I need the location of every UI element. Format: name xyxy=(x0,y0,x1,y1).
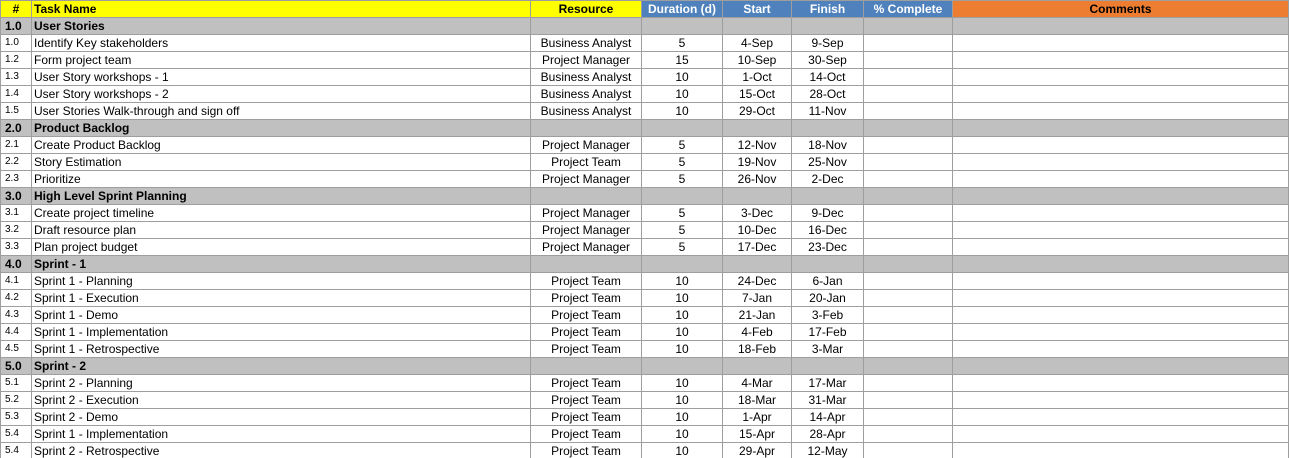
comments-cell[interactable] xyxy=(953,443,1289,458)
row-number-cell[interactable]: 4.0 xyxy=(1,256,32,273)
resource-cell[interactable]: Project Team xyxy=(531,443,642,458)
percent-complete-cell[interactable] xyxy=(864,409,953,426)
resource-cell[interactable]: Business Analyst xyxy=(531,35,642,52)
comments-cell[interactable] xyxy=(953,86,1289,103)
task-name-cell[interactable]: High Level Sprint Planning xyxy=(32,188,531,205)
start-cell[interactable] xyxy=(723,120,792,137)
duration-cell[interactable]: 10 xyxy=(642,409,723,426)
percent-complete-cell[interactable] xyxy=(864,52,953,69)
finish-cell[interactable]: 14-Apr xyxy=(792,409,864,426)
table-row xyxy=(1,205,1289,222)
duration-cell[interactable] xyxy=(642,256,723,273)
table-row xyxy=(1,69,1289,86)
task-name-cell[interactable]: User Stories Walk-through and sign off xyxy=(32,103,531,120)
comments-cell[interactable] xyxy=(953,426,1289,443)
start-cell[interactable] xyxy=(723,358,792,375)
table-row xyxy=(1,35,1289,52)
task-name-cell[interactable]: Sprint 1 - Implementation xyxy=(32,426,531,443)
task-name-cell[interactable]: Identify Key stakeholders xyxy=(32,35,531,52)
row-number-cell[interactable]: 5.3 xyxy=(1,409,32,426)
percent-complete-cell[interactable] xyxy=(864,307,953,324)
percent-complete-cell[interactable] xyxy=(864,137,953,154)
finish-cell[interactable] xyxy=(792,188,864,205)
row-number-cell[interactable]: 1.0 xyxy=(1,35,32,52)
finish-cell[interactable]: 2-Dec xyxy=(792,171,864,188)
duration-cell[interactable]: 10 xyxy=(642,426,723,443)
resource-cell[interactable]: Project Team xyxy=(531,392,642,409)
resource-cell[interactable]: Project Team xyxy=(531,409,642,426)
resource-cell[interactable]: Business Analyst xyxy=(531,86,642,103)
resource-cell[interactable]: Project Team xyxy=(531,290,642,307)
start-cell[interactable]: 19-Nov xyxy=(723,154,792,171)
resource-cell[interactable]: Project Team xyxy=(531,426,642,443)
start-cell[interactable]: 4-Sep xyxy=(723,35,792,52)
duration-cell[interactable] xyxy=(642,358,723,375)
comments-cell[interactable] xyxy=(953,290,1289,307)
table-row xyxy=(1,426,1289,443)
comments-cell[interactable] xyxy=(953,171,1289,188)
task-name-cell[interactable]: Form project team xyxy=(32,52,531,69)
percent-complete-cell[interactable] xyxy=(864,103,953,120)
header-percent-complete[interactable]: % Complete xyxy=(864,1,953,18)
table-row xyxy=(1,154,1289,171)
duration-cell[interactable]: 5 xyxy=(642,222,723,239)
row-number-cell[interactable]: 5.0 xyxy=(1,358,32,375)
resource-cell[interactable]: Business Analyst xyxy=(531,103,642,120)
comments-cell[interactable] xyxy=(953,358,1289,375)
duration-cell[interactable]: 10 xyxy=(642,290,723,307)
row-number-cell[interactable]: 5.2 xyxy=(1,392,32,409)
table-row xyxy=(1,103,1289,120)
task-name-cell[interactable]: Sprint 1 - Retrospective xyxy=(32,341,531,358)
start-cell[interactable]: 29-Oct xyxy=(723,103,792,120)
task-name-cell[interactable]: Sprint 1 - Implementation xyxy=(32,324,531,341)
header-num[interactable]: # xyxy=(1,1,32,18)
start-cell[interactable] xyxy=(723,188,792,205)
percent-complete-cell[interactable] xyxy=(864,256,953,273)
duration-cell[interactable] xyxy=(642,18,723,35)
table-row xyxy=(1,239,1289,256)
comments-cell[interactable] xyxy=(953,239,1289,256)
header-resource[interactable]: Resource xyxy=(531,1,642,18)
resource-cell[interactable] xyxy=(531,188,642,205)
task-name-cell[interactable]: Product Backlog xyxy=(32,120,531,137)
row-number-cell[interactable]: 1.4 xyxy=(1,86,32,103)
start-cell[interactable]: 15-Oct xyxy=(723,86,792,103)
finish-cell[interactable]: 16-Dec xyxy=(792,222,864,239)
start-cell[interactable]: 10-Sep xyxy=(723,52,792,69)
duration-cell[interactable]: 10 xyxy=(642,103,723,120)
percent-complete-cell[interactable] xyxy=(864,341,953,358)
header-duration[interactable]: Duration (d) xyxy=(642,1,723,18)
resource-cell[interactable]: Project Manager xyxy=(531,137,642,154)
comments-cell[interactable] xyxy=(953,324,1289,341)
finish-cell[interactable]: 31-Mar xyxy=(792,392,864,409)
table-row xyxy=(1,290,1289,307)
duration-cell[interactable]: 10 xyxy=(642,86,723,103)
comments-cell[interactable] xyxy=(953,35,1289,52)
task-name-cell[interactable]: Create project timeline xyxy=(32,205,531,222)
finish-cell[interactable]: 3-Feb xyxy=(792,307,864,324)
duration-cell[interactable]: 5 xyxy=(642,205,723,222)
table-row xyxy=(1,273,1289,290)
header-start[interactable]: Start xyxy=(723,1,792,18)
row-number-cell[interactable]: 5.4 xyxy=(1,426,32,443)
resource-cell[interactable]: Business Analyst xyxy=(531,69,642,86)
finish-cell[interactable]: 30-Sep xyxy=(792,52,864,69)
task-name-cell[interactable]: Prioritize xyxy=(32,171,531,188)
task-name-cell[interactable]: User Story workshops - 2 xyxy=(32,86,531,103)
task-name-cell[interactable]: Create Product Backlog xyxy=(32,137,531,154)
table-row xyxy=(1,171,1289,188)
start-cell[interactable] xyxy=(723,18,792,35)
row-number-cell[interactable]: 2.0 xyxy=(1,120,32,137)
table-row xyxy=(1,86,1289,103)
table-row xyxy=(1,375,1289,392)
comments-cell[interactable] xyxy=(953,137,1289,154)
finish-cell[interactable]: 17-Mar xyxy=(792,375,864,392)
table-row xyxy=(1,52,1289,69)
table-row xyxy=(1,307,1289,324)
finish-cell[interactable]: 14-Oct xyxy=(792,69,864,86)
percent-complete-cell[interactable] xyxy=(864,273,953,290)
row-number-cell[interactable]: 2.3 xyxy=(1,171,32,188)
resource-cell[interactable]: Project Team xyxy=(531,375,642,392)
section-row xyxy=(1,18,1289,35)
percent-complete-cell[interactable] xyxy=(864,69,953,86)
resource-cell[interactable]: Project Manager xyxy=(531,52,642,69)
row-number-cell[interactable]: 3.3 xyxy=(1,239,32,256)
start-cell[interactable]: 15-Apr xyxy=(723,426,792,443)
finish-cell[interactable]: 9-Sep xyxy=(792,35,864,52)
comments-cell[interactable] xyxy=(953,103,1289,120)
finish-cell[interactable]: 28-Oct xyxy=(792,86,864,103)
row-number-cell[interactable]: 4.2 xyxy=(1,290,32,307)
start-cell[interactable]: 17-Dec xyxy=(723,239,792,256)
comments-cell[interactable] xyxy=(953,52,1289,69)
task-name-cell[interactable]: Sprint - 1 xyxy=(32,256,531,273)
header-row xyxy=(1,1,1289,18)
duration-cell[interactable]: 10 xyxy=(642,392,723,409)
comments-cell[interactable] xyxy=(953,341,1289,358)
start-cell[interactable]: 12-Nov xyxy=(723,137,792,154)
task-name-cell[interactable]: Draft resource plan xyxy=(32,222,531,239)
finish-cell[interactable]: 18-Nov xyxy=(792,137,864,154)
comments-cell[interactable] xyxy=(953,273,1289,290)
comments-cell[interactable] xyxy=(953,222,1289,239)
task-name-cell[interactable]: Sprint 2 - Retrospective xyxy=(32,443,531,458)
header-task-name[interactable]: Task Name xyxy=(32,1,531,18)
table-row xyxy=(1,324,1289,341)
task-name-cell[interactable]: Sprint 2 - Demo xyxy=(32,409,531,426)
start-cell[interactable]: 18-Feb xyxy=(723,341,792,358)
start-cell[interactable]: 7-Jan xyxy=(723,290,792,307)
task-name-cell[interactable]: Plan project budget xyxy=(32,239,531,256)
table-row xyxy=(1,341,1289,358)
comments-cell[interactable] xyxy=(953,392,1289,409)
resource-cell[interactable] xyxy=(531,256,642,273)
comments-cell[interactable] xyxy=(953,375,1289,392)
finish-cell[interactable]: 6-Jan xyxy=(792,273,864,290)
start-cell[interactable]: 1-Apr xyxy=(723,409,792,426)
duration-cell[interactable]: 15 xyxy=(642,52,723,69)
percent-complete-cell[interactable] xyxy=(864,86,953,103)
resource-cell[interactable]: Project Team xyxy=(531,324,642,341)
duration-cell[interactable]: 10 xyxy=(642,341,723,358)
finish-cell[interactable]: 11-Nov xyxy=(792,103,864,120)
header-finish[interactable]: Finish xyxy=(792,1,864,18)
duration-cell[interactable]: 5 xyxy=(642,154,723,171)
comments-cell[interactable] xyxy=(953,205,1289,222)
task-name-cell[interactable]: Sprint 2 - Execution xyxy=(32,392,531,409)
comments-cell[interactable] xyxy=(953,120,1289,137)
duration-cell[interactable]: 5 xyxy=(642,171,723,188)
start-cell[interactable]: 21-Jan xyxy=(723,307,792,324)
row-number-cell[interactable]: 3.1 xyxy=(1,205,32,222)
task-name-cell[interactable]: User Stories xyxy=(32,18,531,35)
finish-cell[interactable]: 20-Jan xyxy=(792,290,864,307)
start-cell[interactable]: 10-Dec xyxy=(723,222,792,239)
task-name-cell[interactable]: Story Estimation xyxy=(32,154,531,171)
duration-cell[interactable]: 10 xyxy=(642,443,723,458)
percent-complete-cell[interactable] xyxy=(864,35,953,52)
percent-complete-cell[interactable] xyxy=(864,324,953,341)
task-name-cell[interactable]: User Story workshops - 1 xyxy=(32,69,531,86)
percent-complete-cell[interactable] xyxy=(864,239,953,256)
table-row xyxy=(1,443,1289,458)
duration-cell[interactable]: 10 xyxy=(642,273,723,290)
percent-complete-cell[interactable] xyxy=(864,171,953,188)
finish-cell[interactable] xyxy=(792,256,864,273)
duration-cell[interactable]: 10 xyxy=(642,307,723,324)
task-name-cell[interactable]: Sprint 1 - Planning xyxy=(32,273,531,290)
section-row xyxy=(1,256,1289,273)
row-number-cell[interactable]: 1.3 xyxy=(1,69,32,86)
row-number-cell[interactable]: 1.2 xyxy=(1,52,32,69)
finish-cell[interactable]: 23-Dec xyxy=(792,239,864,256)
section-row xyxy=(1,120,1289,137)
start-cell[interactable]: 26-Nov xyxy=(723,171,792,188)
table-row xyxy=(1,137,1289,154)
comments-cell[interactable] xyxy=(953,154,1289,171)
task-name-cell[interactable]: Sprint 1 - Demo xyxy=(32,307,531,324)
resource-cell[interactable]: Project Team xyxy=(531,154,642,171)
percent-complete-cell[interactable] xyxy=(864,392,953,409)
percent-complete-cell[interactable] xyxy=(864,205,953,222)
start-cell[interactable]: 4-Feb xyxy=(723,324,792,341)
start-cell[interactable]: 1-Oct xyxy=(723,69,792,86)
start-cell[interactable]: 24-Dec xyxy=(723,273,792,290)
finish-cell[interactable] xyxy=(792,120,864,137)
row-number-cell[interactable]: 5.1 xyxy=(1,375,32,392)
comments-cell[interactable] xyxy=(953,307,1289,324)
resource-cell[interactable]: Project Manager xyxy=(531,205,642,222)
finish-cell[interactable]: 12-May xyxy=(792,443,864,458)
row-number-cell[interactable]: 4.1 xyxy=(1,273,32,290)
start-cell[interactable]: 3-Dec xyxy=(723,205,792,222)
comments-cell[interactable] xyxy=(953,256,1289,273)
row-number-cell[interactable]: 3.0 xyxy=(1,188,32,205)
row-number-cell[interactable]: 3.2 xyxy=(1,222,32,239)
row-number-cell[interactable]: 5.4 xyxy=(1,443,32,458)
header-comments[interactable]: Comments xyxy=(953,1,1289,18)
resource-cell[interactable] xyxy=(531,120,642,137)
percent-complete-cell[interactable] xyxy=(864,120,953,137)
duration-cell[interactable] xyxy=(642,188,723,205)
duration-cell[interactable]: 10 xyxy=(642,324,723,341)
finish-cell[interactable] xyxy=(792,358,864,375)
resource-cell[interactable] xyxy=(531,18,642,35)
table-row xyxy=(1,409,1289,426)
duration-cell[interactable] xyxy=(642,120,723,137)
percent-complete-cell[interactable] xyxy=(864,18,953,35)
table-row xyxy=(1,392,1289,409)
resource-cell[interactable]: Project Team xyxy=(531,341,642,358)
percent-complete-cell[interactable] xyxy=(864,154,953,171)
start-cell[interactable]: 29-Apr xyxy=(723,443,792,458)
start-cell[interactable]: 18-Mar xyxy=(723,392,792,409)
duration-cell[interactable]: 5 xyxy=(642,239,723,256)
section-row xyxy=(1,188,1289,205)
start-cell[interactable]: 4-Mar xyxy=(723,375,792,392)
task-name-cell[interactable]: Sprint - 2 xyxy=(32,358,531,375)
resource-cell[interactable]: Project Team xyxy=(531,273,642,290)
duration-cell[interactable]: 10 xyxy=(642,69,723,86)
task-name-cell[interactable]: Sprint 2 - Planning xyxy=(32,375,531,392)
comments-cell[interactable] xyxy=(953,69,1289,86)
resource-cell[interactable]: Project Manager xyxy=(531,239,642,256)
finish-cell[interactable]: 25-Nov xyxy=(792,154,864,171)
row-number-cell[interactable]: 1.5 xyxy=(1,103,32,120)
duration-cell[interactable]: 10 xyxy=(642,375,723,392)
comments-cell[interactable] xyxy=(953,409,1289,426)
row-number-cell[interactable]: 4.3 xyxy=(1,307,32,324)
row-number-cell[interactable]: 4.4 xyxy=(1,324,32,341)
finish-cell[interactable] xyxy=(792,18,864,35)
percent-complete-cell[interactable] xyxy=(864,443,953,458)
finish-cell[interactable]: 3-Mar xyxy=(792,341,864,358)
duration-cell[interactable]: 5 xyxy=(642,35,723,52)
finish-cell[interactable]: 9-Dec xyxy=(792,205,864,222)
percent-complete-cell[interactable] xyxy=(864,222,953,239)
percent-complete-cell[interactable] xyxy=(864,358,953,375)
percent-complete-cell[interactable] xyxy=(864,290,953,307)
row-number-cell[interactable]: 4.5 xyxy=(1,341,32,358)
finish-cell[interactable]: 17-Feb xyxy=(792,324,864,341)
resource-cell[interactable]: Project Team xyxy=(531,307,642,324)
percent-complete-cell[interactable] xyxy=(864,375,953,392)
resource-cell[interactable]: Project Manager xyxy=(531,171,642,188)
section-row xyxy=(1,358,1289,375)
duration-cell[interactable]: 5 xyxy=(642,137,723,154)
resource-cell[interactable]: Project Manager xyxy=(531,222,642,239)
resource-cell[interactable] xyxy=(531,358,642,375)
row-number-cell[interactable]: 2.1 xyxy=(1,137,32,154)
row-number-cell[interactable]: 2.2 xyxy=(1,154,32,171)
task-name-cell[interactable]: Sprint 1 - Execution xyxy=(32,290,531,307)
percent-complete-cell[interactable] xyxy=(864,426,953,443)
finish-cell[interactable]: 28-Apr xyxy=(792,426,864,443)
percent-complete-cell[interactable] xyxy=(864,188,953,205)
comments-cell[interactable] xyxy=(953,18,1289,35)
start-cell[interactable] xyxy=(723,256,792,273)
row-number-cell[interactable]: 1.0 xyxy=(1,18,32,35)
comments-cell[interactable] xyxy=(953,188,1289,205)
table-row xyxy=(1,222,1289,239)
